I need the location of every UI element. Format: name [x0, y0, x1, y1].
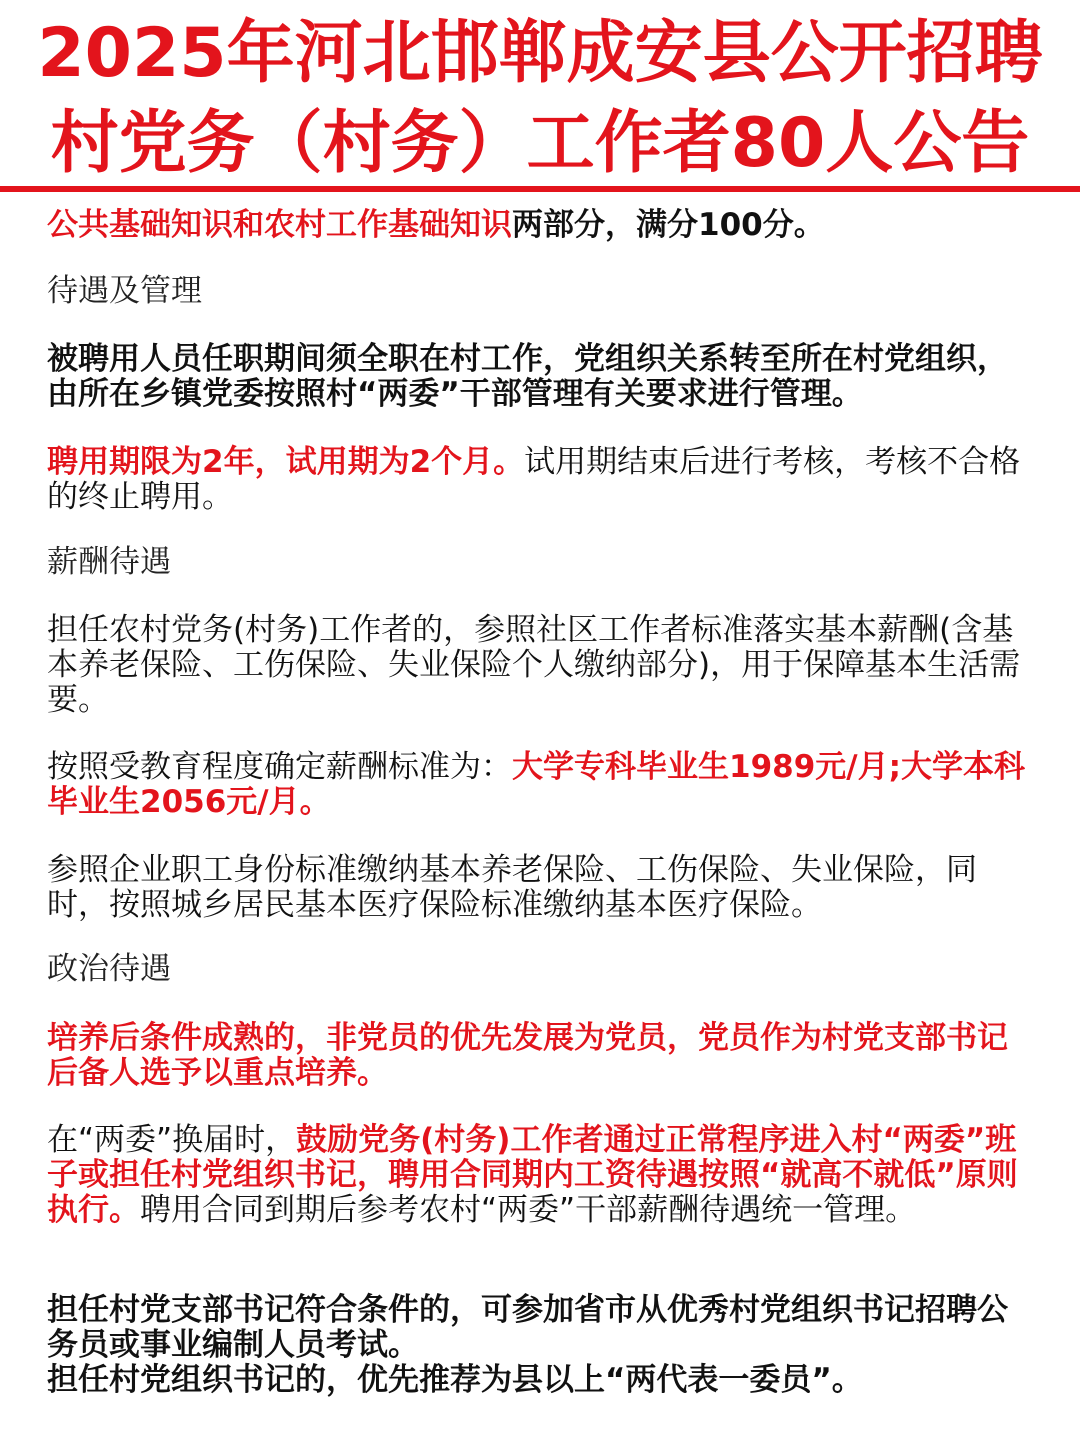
- title-divider: [0, 186, 1080, 192]
- election-paragraph: [47, 1123, 1037, 1228]
- section-heading-salary: 薪酬待遇: [47, 544, 171, 580]
- section-heading-treatment: 待遇及管理: [47, 273, 202, 309]
- election-text-2: 聘用合同到期后参考农村“两委”干部薪酬待遇统一管理。: [140, 1192, 917, 1228]
- election-highlight: 鼓励党务(村务)工作者通过正常程序进入村“两委”班子或担任村党组织书记，聘用合同期内工资待遇按照“就高不就低”原则执行。: [47, 1122, 1018, 1228]
- representative-paragraph: 担任村党组织书记的，优先推荐为县以上“两代表一委员”。: [47, 1362, 863, 1398]
- party-development-paragraph: 培养后条件成熟的，非党员的优先发展为党员，党员作为村党支部书记后备人选予以重点培养。: [47, 1020, 1008, 1091]
- basic-salary-paragraph: 担任农村党务(村务)工作者的，参照社区工作者标准落实基本薪酬(含基本养老保险、工伤保险、失业保险个人缴纳部分)，用于保障基本生活需要。: [47, 612, 1021, 718]
- salary-standard-paragraph: [47, 750, 1037, 820]
- page-title-line-1: 2025年河北邯郸成安县公开招聘: [37, 14, 1043, 93]
- salary-standard-highlight: 大学专科毕业生1989元/月;大学本科毕业生2056元/月。: [47, 749, 1025, 820]
- page-title-line-2: 村党务（村务）工作者80人公告: [50, 104, 1030, 183]
- term-text: 试用期结束后进行考核，考核不合格的终止聘用。: [47, 444, 1021, 515]
- header: [0, 0, 1080, 195]
- term-highlight: 聘用期限为2年，试用期为2个月。: [47, 444, 525, 480]
- exam-subjects-text: 两部分，满分100分。: [512, 207, 825, 243]
- fulltime-paragraph: 被聘用人员任职期间须全职在村工作，党组织关系转至所在村党组织，由所在乡镇党委按照村“两委”干部管理有关要求进行管理。: [47, 341, 1008, 412]
- term-paragraph: [47, 445, 1037, 515]
- exam-subjects-highlight: 公共基础知识和农村工作基础知识: [47, 207, 512, 243]
- election-text-1: 在“两委”换届时，: [47, 1122, 297, 1158]
- insurance-paragraph: 参照企业职工身份标准缴纳基本养老保险、工伤保险、失业保险，同时，按照城乡居民基本医疗保险标准缴纳基本医疗保险。: [47, 852, 977, 923]
- section-heading-political: 政治待遇: [47, 951, 171, 987]
- salary-standard-text: 按照受教育程度确定薪酬标准为：: [47, 749, 512, 785]
- civil-service-paragraph: 担任村党支部书记符合条件的，可参加省市从优秀村党组织书记招聘公务员或事业编制人员考试。: [47, 1292, 1008, 1363]
- exam-subjects-paragraph: [47, 208, 1037, 243]
